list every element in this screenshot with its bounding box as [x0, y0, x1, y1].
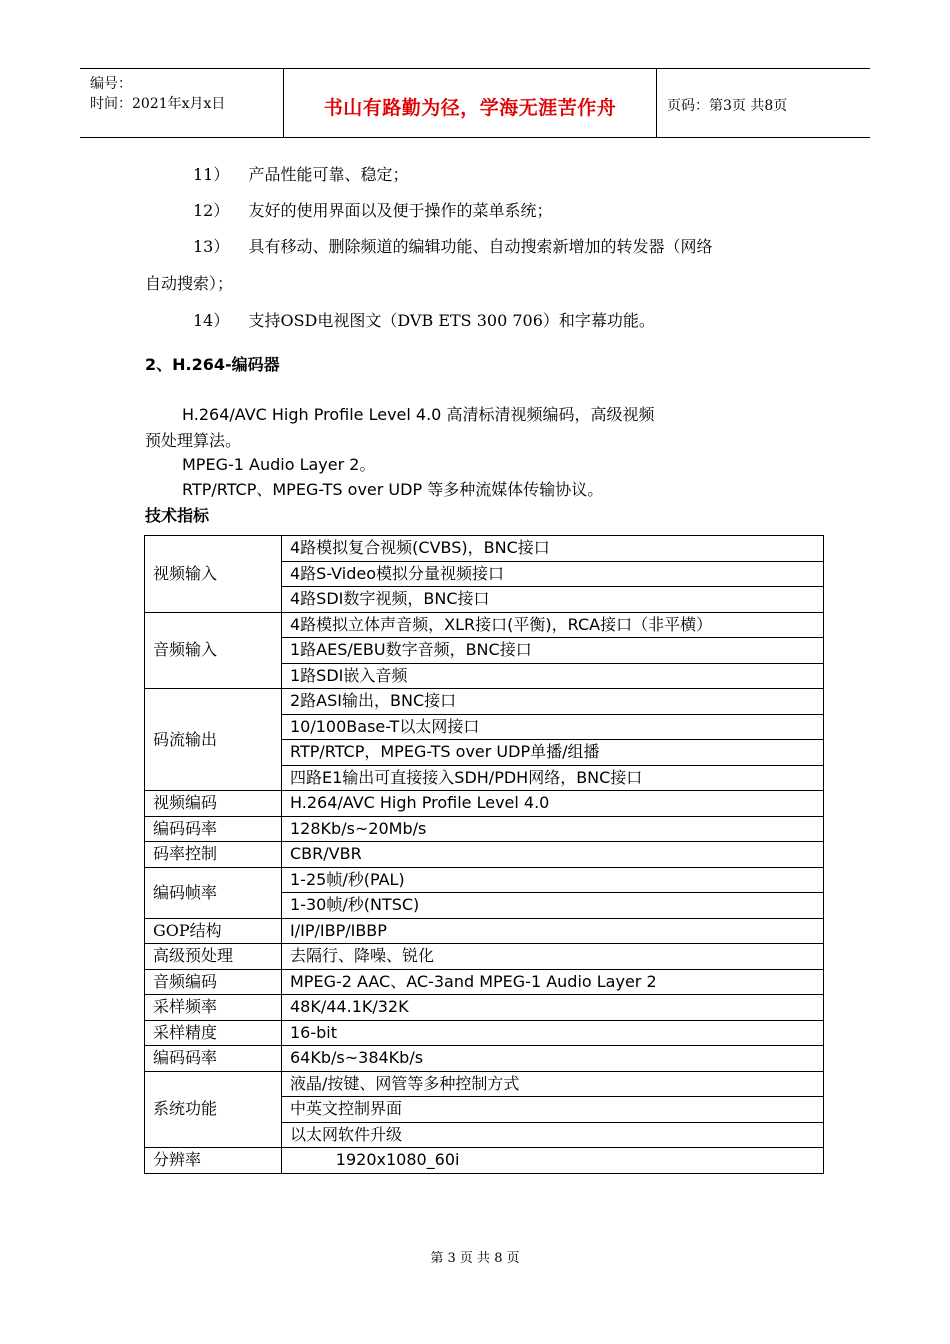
header-motto: 书山有路勤为径，学海无涯苦作舟 — [323, 97, 617, 119]
spec-value: H.264/AVC High Profile Level 4.0 — [282, 791, 824, 817]
spec-value: 1920x1080_60i — [282, 1148, 824, 1174]
spec-value: 64Kb/s~384Kb/s — [282, 1046, 824, 1072]
list-text: 支持OSD电视图文（DVB ETS 300 706）和字幕功能。 — [248, 311, 655, 330]
table-row — [145, 1071, 824, 1097]
table-row — [145, 816, 824, 842]
spec-key: 分辨率 — [145, 1148, 282, 1174]
list-item-14 — [193, 308, 655, 331]
spec-key: 视频输入 — [145, 536, 282, 613]
table-row — [145, 689, 824, 715]
paragraph-line: 预处理算法。 — [145, 431, 242, 450]
spec-title: 技术指标 — [145, 506, 210, 525]
spec-value: 1路SDI嵌入音频 — [282, 663, 824, 689]
list-item-13 — [193, 234, 712, 257]
table-row — [145, 1020, 824, 1046]
spec-value: 10/100Base-T以太网接口 — [282, 714, 824, 740]
spec-table — [144, 535, 824, 1174]
spec-value: 4路模拟复合视频(CVBS)，BNC接口 — [282, 536, 824, 562]
list-number: 12） — [193, 201, 230, 220]
spec-key: 采样精度 — [145, 1020, 282, 1046]
paragraph-line: RTP/RTCP、MPEG-TS over UDP 等多种流媒体传输协议。 — [182, 480, 604, 499]
table-row — [145, 867, 824, 893]
list-item-12 — [193, 198, 552, 221]
spec-value: MPEG-2 AAC、AC-3and MPEG-1 Audio Layer 2 — [282, 969, 824, 995]
spec-value: 四路E1输出可直接接入SDH/PDH网络，BNC接口 — [282, 765, 824, 791]
spec-value: 4路S-Video模拟分量视频接口 — [282, 561, 824, 587]
table-row — [145, 536, 824, 562]
table-row — [145, 995, 824, 1021]
spec-key: 音频编码 — [145, 969, 282, 995]
spec-value: 去隔行、降噪、锐化 — [282, 944, 824, 970]
spec-value: 液晶/按键、网管等多种控制方式 — [282, 1071, 824, 1097]
list-text: 自动搜索）； — [145, 274, 234, 293]
list-item-13-continued — [145, 271, 233, 294]
list-text: 具有移动、删除频道的编辑功能、自动搜索新增加的转发器（网络 — [248, 237, 713, 256]
spec-key: 音频输入 — [145, 612, 282, 689]
list-number: 13） — [193, 237, 230, 256]
table-row — [145, 842, 824, 868]
table-row — [145, 918, 824, 944]
header-page-cell — [657, 69, 870, 137]
spec-value: 以太网软件升级 — [282, 1122, 824, 1148]
header-meta — [80, 69, 284, 137]
spec-value: 1-25帧/秒(PAL) — [282, 867, 824, 893]
paragraph-line: H.264/AVC High Profile Level 4.0 高清标清视频编码，高级视频 — [182, 405, 655, 424]
spec-key: GOP结构 — [145, 918, 282, 944]
paragraph-line: MPEG-1 Audio Layer 2。 — [182, 455, 376, 474]
spec-value: 4路SDI数字视频，BNC接口 — [282, 587, 824, 613]
list-number: 11） — [193, 165, 230, 184]
spec-key: 视频编码 — [145, 791, 282, 817]
spec-key: 高级预处理 — [145, 944, 282, 970]
spec-key: 编码码率 — [145, 816, 282, 842]
spec-key: 采样频率 — [145, 995, 282, 1021]
list-number: 14） — [193, 311, 230, 330]
spec-value: 48K/44.1K/32K — [282, 995, 824, 1021]
spec-value: CBR/VBR — [282, 842, 824, 868]
spec-value: I/IP/IBP/IBBP — [282, 918, 824, 944]
spec-value: 4路模拟立体声音频，XLR接口(平衡)，RCA接口（非平横） — [282, 612, 824, 638]
list-text: 产品性能可靠、稳定； — [248, 165, 409, 184]
number-label: 编号： — [90, 76, 132, 92]
spec-key: 码流输出 — [145, 689, 282, 791]
spec-value: 2路ASI输出，BNC接口 — [282, 689, 824, 715]
spec-key: 编码码率 — [145, 1046, 282, 1072]
list-text: 友好的使用界面以及便于操作的菜单系统； — [248, 201, 553, 220]
list-item-11 — [193, 162, 408, 185]
spec-value: 1-30帧/秒(NTSC) — [282, 893, 824, 919]
table-row — [145, 944, 824, 970]
spec-value: 中英文控制界面 — [282, 1097, 824, 1123]
date-label: 时间：2021年x月x日 — [90, 96, 226, 112]
spec-key: 码率控制 — [145, 842, 282, 868]
table-row — [145, 969, 824, 995]
spec-value: 16-bit — [282, 1020, 824, 1046]
section-title: 2、H.264-编码器 — [145, 355, 280, 374]
spec-value: RTP/RTCP，MPEG-TS over UDP单播/组播 — [282, 740, 824, 766]
table-row — [145, 1046, 824, 1072]
table-row — [145, 612, 824, 638]
spec-value: 1路AES/EBU数字音频，BNC接口 — [282, 638, 824, 664]
page-header — [80, 68, 870, 138]
spec-value: 128Kb/s~20Mb/s — [282, 816, 824, 842]
page-footer: 第 3 页 共 8 页 — [430, 1251, 520, 1266]
spec-key: 系统功能 — [145, 1071, 282, 1148]
table-row — [145, 791, 824, 817]
page-info: 页码：第3页 共8页 — [667, 98, 788, 114]
table-row — [145, 1148, 824, 1174]
spec-key: 编码帧率 — [145, 867, 282, 918]
header-motto-cell — [284, 69, 657, 137]
